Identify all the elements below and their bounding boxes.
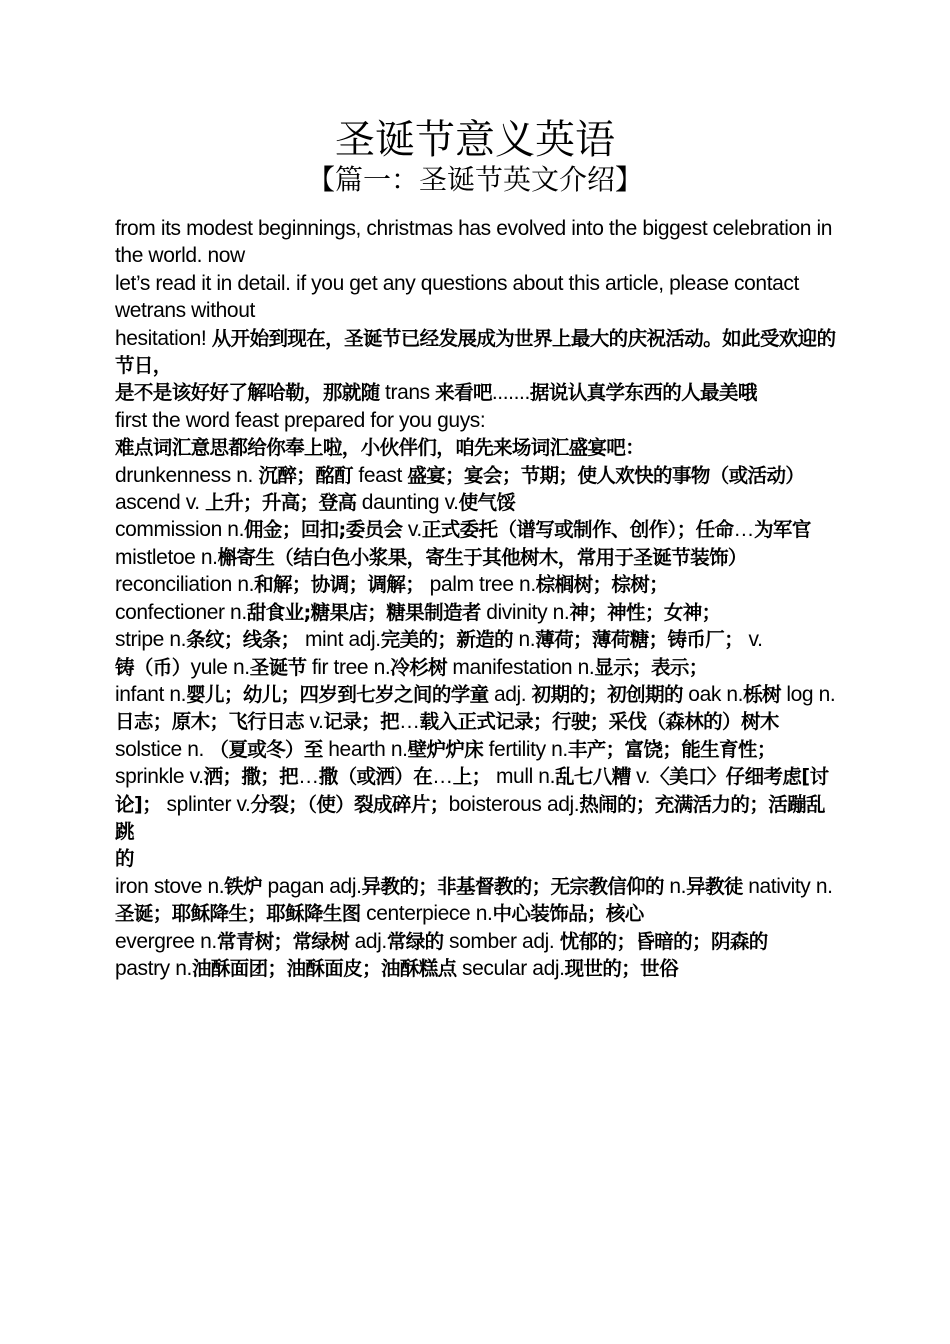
body-paragraph: [115, 379, 837, 406]
chinese-text: 油酥面团；油酥面皮；油酥糕点: [191, 956, 457, 980]
english-text: n.: [513, 628, 536, 652]
body-paragraph: [115, 434, 837, 461]
chinese-text: 常青树；常绿树: [216, 929, 350, 953]
chinese-text: 来看吧: [435, 381, 492, 405]
english-text: fertility n.: [483, 737, 568, 761]
english-text: manifestation n.: [447, 655, 595, 679]
english-text: v.: [743, 628, 763, 652]
chinese-text: 异教的；非基督教的；无宗教信仰的: [361, 874, 664, 898]
chinese-text: 甜食业;糖果店；糖果制造者: [246, 600, 481, 624]
body-paragraph: [115, 407, 837, 434]
english-text: pastry n.: [115, 956, 192, 980]
english-text: reconciliation n.: [115, 573, 255, 597]
chinese-text: 现世的；世俗: [564, 956, 678, 980]
chinese-text: 洒；撒；把: [203, 765, 299, 789]
english-text: splinter v.: [161, 792, 251, 816]
english-text: mull n.: [490, 765, 556, 789]
body-paragraph: [115, 462, 837, 517]
english-text: n.: [663, 874, 687, 898]
chinese-text: 条纹；线条；: [186, 628, 300, 652]
english-text: drunkenness n.: [115, 463, 259, 487]
chinese-text: 丰产；富饶；能生育性；: [567, 737, 776, 761]
english-text: palm tree n.: [424, 573, 536, 597]
english-text: ascend v.: [115, 491, 206, 515]
english-text: confectioner n.: [115, 600, 247, 624]
english-text: …: [733, 518, 755, 542]
chinese-text: 盛宴；宴会；节期；使人欢快的事物（或活动）: [407, 463, 805, 487]
english-text: yule n.: [190, 655, 250, 679]
body-paragraph: [115, 325, 837, 380]
document-title: 圣诞节意义英语: [335, 117, 615, 163]
english-text: …: [399, 710, 420, 734]
english-text: iron stove n.: [115, 874, 225, 898]
english-text: hearth n.: [322, 737, 408, 761]
english-text: mint adj.: [299, 628, 381, 652]
english-text: stripe n.: [115, 628, 187, 652]
body-paragraph: [115, 544, 837, 571]
chinese-text: 铸（币）: [115, 655, 191, 679]
english-text: adj.: [349, 929, 387, 953]
english-text: trans: [379, 381, 436, 405]
english-text: v.: [304, 710, 324, 734]
chinese-text: 栎树: [743, 682, 781, 706]
chinese-text: 显示；表示；: [594, 655, 708, 679]
english-text: v.: [402, 518, 422, 542]
english-text: v.: [630, 765, 651, 789]
english-text: .......: [491, 381, 530, 405]
body-paragraph: [115, 845, 837, 872]
body-paragraph: [115, 215, 837, 270]
chinese-text: 初期的；初创期的: [531, 682, 683, 706]
chinese-text: 使气馁: [458, 491, 516, 515]
english-text: divinity n.: [480, 600, 570, 624]
english-text: …: [432, 765, 453, 789]
document-body: [115, 215, 837, 982]
english-text: solstice n.: [115, 737, 210, 761]
body-paragraph: [115, 873, 837, 928]
body-paragraph: [115, 681, 837, 763]
english-text: mistletoe n.: [115, 545, 218, 569]
english-text: daunting v.: [356, 491, 459, 515]
chinese-text: 〈美口〉仔细考虑[讨论]；: [115, 765, 829, 816]
english-text: infant n.: [115, 682, 187, 706]
chinese-text: 的: [115, 847, 134, 871]
document-subtitle: 【篇一：圣诞节英文介绍】: [306, 163, 643, 196]
chinese-text: 忧郁的；昏暗的；阴森的: [559, 929, 768, 953]
english-text: hesitation!: [115, 326, 212, 350]
chinese-text: （夏或冬）至: [209, 737, 323, 761]
chinese-text: 常绿的: [386, 929, 444, 953]
body-paragraph: [115, 626, 837, 681]
body-paragraph: [115, 516, 837, 543]
chinese-text: 难点词汇意思都给你奉上啦，小伙伴们，咱先来场词汇盛宴吧：: [115, 436, 645, 460]
english-text: fir tree n.: [306, 655, 391, 679]
chinese-text: 铁炉: [224, 874, 263, 898]
english-text: log n.: [780, 682, 836, 706]
chinese-text: 槲寄生（结白色小浆果，寄生于其他树木，常用于圣诞节装饰）: [217, 545, 747, 569]
chinese-text: 乱七八糟: [555, 765, 631, 789]
chinese-text: 据说认真学东西的人最美哦: [529, 381, 757, 405]
chinese-text: 正式委托（谱写或制作、创作）；任命: [421, 518, 734, 542]
english-text: nativity n.: [742, 874, 833, 898]
chinese-text: 热闹的；充满活力的；活蹦乱跳: [115, 792, 825, 843]
chinese-text: 上；: [452, 765, 491, 789]
chinese-text: 分裂；（使）裂成碎片；: [250, 792, 449, 816]
body-paragraph: [115, 763, 837, 845]
chinese-text: 中心装饰品；核心: [492, 902, 644, 926]
english-text: oak n.: [682, 682, 744, 706]
english-text: let’s read it in detail. if you get any questions about this article, please contact wetrans without: [115, 271, 799, 323]
chinese-text: 圣诞；耶稣降生；耶稣降生图: [115, 902, 361, 926]
english-text: feast: [352, 463, 408, 487]
chinese-text: 壁炉炉床: [407, 737, 484, 761]
english-text: commission n.: [115, 518, 245, 542]
chinese-text: 日志；原木；飞行日志: [115, 710, 305, 734]
english-text: somber adj.: [443, 929, 560, 953]
chinese-text: 载入正式记录；行驶；采伐（森林的）树木: [419, 710, 779, 734]
chinese-text: 棕榈树；棕树；: [535, 573, 669, 597]
english-text: from its modest beginnings, christmas has evolved into the biggest celebration in the world. now: [115, 217, 832, 268]
chinese-text: 撒（或洒）在: [318, 765, 433, 789]
chinese-text: 是不是该好好了解哈勒，那就随: [115, 381, 380, 405]
body-paragraph: [115, 571, 837, 598]
english-text: centerpiece n.: [360, 902, 493, 926]
english-text: secular adj.: [456, 956, 565, 980]
english-text: first the word feast prepared for you guys:: [115, 408, 486, 432]
chinese-text: 婴儿；幼儿；四岁到七岁之间的学童: [186, 682, 489, 706]
english-text: boisterous adj.: [448, 792, 580, 816]
english-text: adj.: [488, 682, 532, 706]
chinese-text: 沉醉；酩酊: [258, 463, 353, 487]
chinese-text: 完美的；新造的: [380, 628, 514, 652]
chinese-text: 佣金；回扣;委员会: [244, 518, 403, 542]
chinese-text: 从开始到现在，圣诞节已经发展成为世界上最大的庆祝活动。如此受欢迎的节日，: [115, 326, 836, 378]
chinese-text: 记录；把: [323, 710, 400, 734]
english-text: …: [298, 765, 319, 789]
chinese-text: 和解；协调；调解；: [254, 573, 425, 597]
chinese-text: 薄荷；薄荷糖；铸币厂；: [535, 628, 744, 652]
body-paragraph: [115, 928, 837, 955]
chinese-text: 冷杉树: [390, 655, 447, 679]
chinese-text: 异教徒: [686, 874, 743, 898]
body-paragraph: [115, 955, 837, 982]
english-text: sprinkle v.: [115, 765, 204, 789]
chinese-text: 上升；升高；登高: [205, 491, 357, 515]
body-paragraph: [115, 599, 837, 626]
english-text: evergree n.: [115, 929, 217, 953]
english-text: pagan adj.: [262, 874, 362, 898]
body-paragraph: [115, 270, 837, 325]
chinese-text: 为军官: [754, 518, 811, 542]
chinese-text: 圣诞节: [249, 655, 307, 679]
chinese-text: 神；神性；女神；: [569, 600, 721, 624]
